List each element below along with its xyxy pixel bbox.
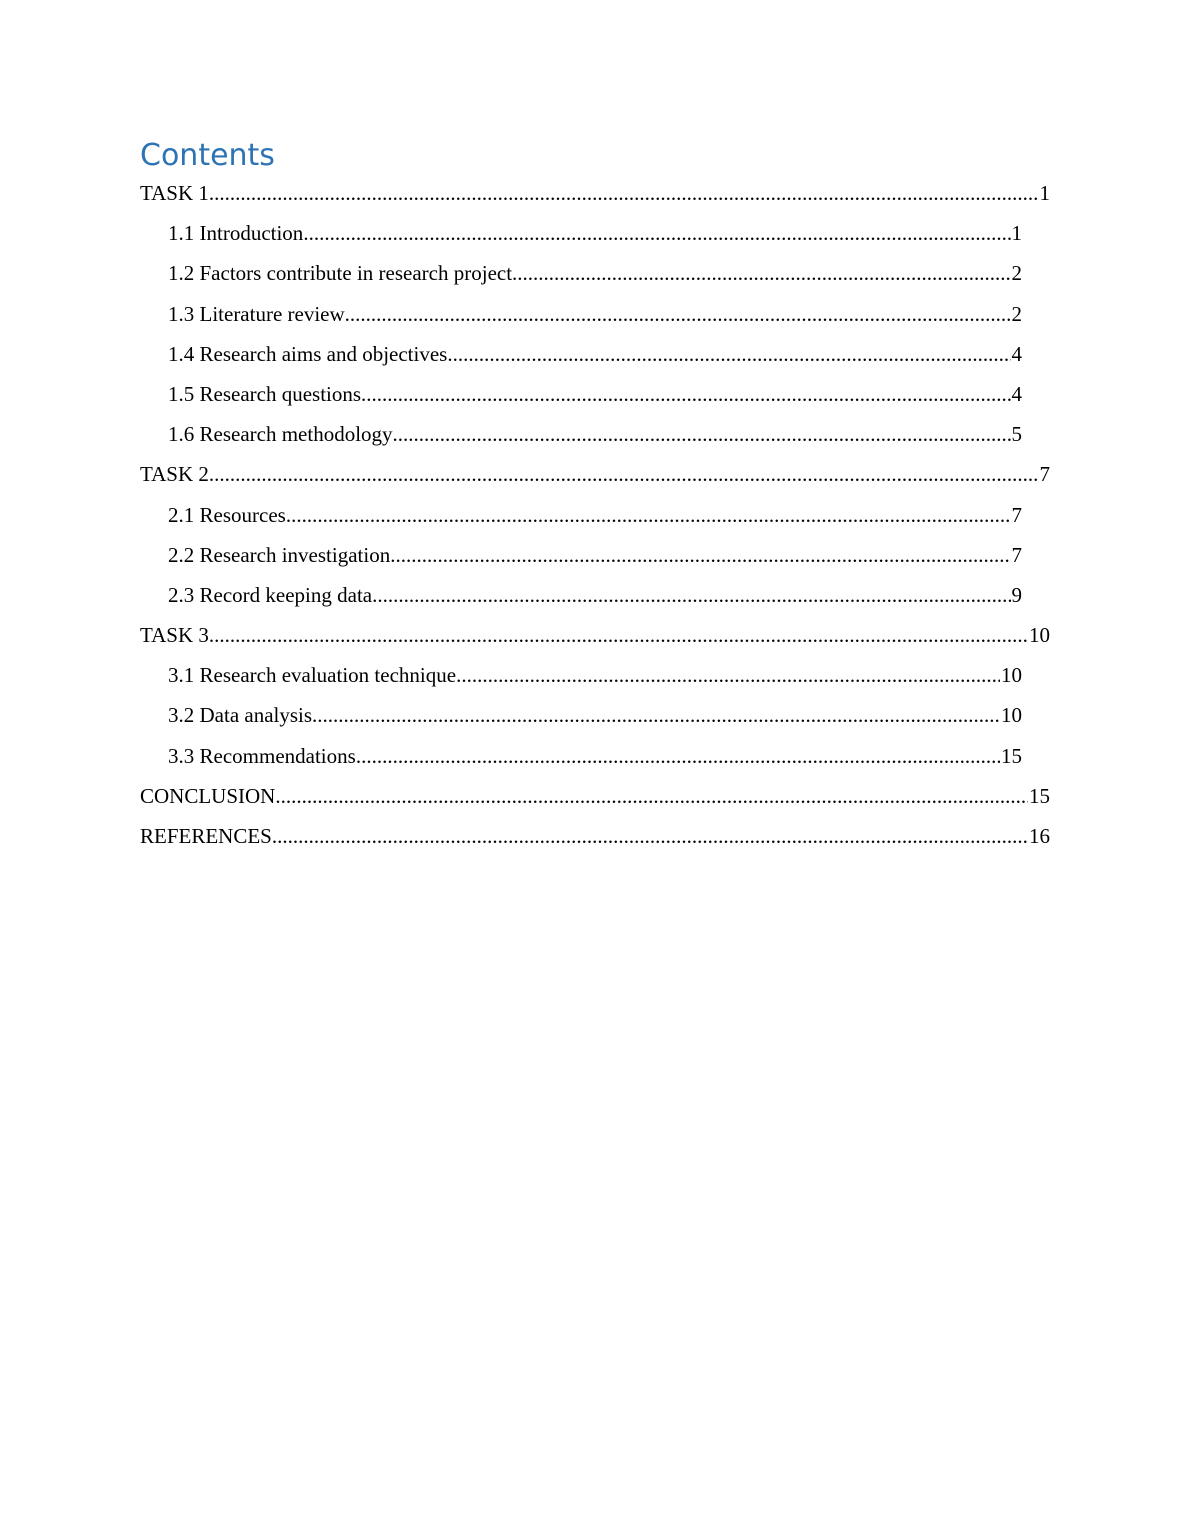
toc-entry-title: 3.2 Data analysis ..... <box>168 695 312 735</box>
toc-heading: Contents <box>140 138 275 173</box>
toc-entry-title: 3.3 Recommendations ..... <box>168 736 356 776</box>
toc-entry-page-number: 10 <box>1000 695 1022 735</box>
toc-entry-recommendations[interactable] <box>168 736 1022 776</box>
toc-entry-title: TASK 1 ..... <box>140 173 209 213</box>
toc-entry-references[interactable] <box>140 816 1050 856</box>
toc-entry-page-number: 4 <box>1011 374 1023 414</box>
toc-entry-conclusion[interactable] <box>140 776 1050 816</box>
toc-entry-page-number: 7 <box>1011 535 1023 575</box>
toc-entry-title: 1.3 Literature review ..... <box>168 294 345 334</box>
toc-entry-page-number: 1 <box>1039 173 1051 213</box>
toc-entry-title: REFERENCES ..... <box>140 816 272 856</box>
toc-entry-record-keeping[interactable] <box>168 575 1022 615</box>
toc-entry-title: 3.1 Research evaluation technique ..... <box>168 655 456 695</box>
toc-entry-title: 2.1 Resources ..... <box>168 495 286 535</box>
toc-entry-data-analysis[interactable] <box>168 695 1022 735</box>
toc-entry-page-number: 16 <box>1028 816 1050 856</box>
toc-entry-page-number: 9 <box>1011 575 1023 615</box>
toc-entry-research-methodology[interactable] <box>168 414 1022 454</box>
toc-entry-introduction[interactable] <box>168 213 1022 253</box>
toc-entry-page-number: 4 <box>1011 334 1023 374</box>
toc-entry-title: TASK 3 ..... <box>140 615 209 655</box>
toc-entry-title: 1.1 Introduction ..... <box>168 213 303 253</box>
toc-entry-research-investigation[interactable] <box>168 535 1022 575</box>
toc-entry-resources[interactable] <box>168 495 1022 535</box>
toc-entry-title: 1.6 Research methodology ..... <box>168 414 393 454</box>
toc-entry-title: 1.2 Factors contribute in research project ..... <box>168 253 512 293</box>
toc-entry-page-number: 15 <box>1000 736 1022 776</box>
toc-entry-page-number: 5 <box>1011 414 1023 454</box>
toc-entry-page-number: 2 <box>1011 294 1023 334</box>
toc-entry-task-1[interactable] <box>140 173 1050 213</box>
toc-entry-page-number: 10 <box>1028 615 1050 655</box>
toc-entry-page-number: 7 <box>1039 454 1051 494</box>
toc-entry-page-number: 1 <box>1011 213 1023 253</box>
toc-entry-title: CONCLUSION ..... <box>140 776 275 816</box>
toc-entry-literature-review[interactable] <box>168 294 1022 334</box>
toc-entry-title: 2.3 Record keeping data ..... <box>168 575 372 615</box>
toc-entry-factors[interactable] <box>168 253 1022 293</box>
toc-entry-title: 1.4 Research aims and objectives ..... <box>168 334 447 374</box>
toc-entry-task-3[interactable] <box>140 615 1050 655</box>
toc-entry-task-2[interactable] <box>140 454 1050 494</box>
toc-entry-evaluation-technique[interactable] <box>168 655 1022 695</box>
toc-entry-title: 2.2 Research investigation ..... <box>168 535 390 575</box>
toc-entry-title: 1.5 Research questions ..... <box>168 374 361 414</box>
toc-entry-page-number: 15 <box>1028 776 1050 816</box>
toc-entry-page-number: 10 <box>1000 655 1022 695</box>
toc-entry-research-questions[interactable] <box>168 374 1022 414</box>
table-of-contents <box>140 173 1050 856</box>
toc-entry-page-number: 7 <box>1011 495 1023 535</box>
toc-entry-title: TASK 2 ..... <box>140 454 209 494</box>
toc-entry-page-number: 2 <box>1011 253 1023 293</box>
toc-entry-aims-objectives[interactable] <box>168 334 1022 374</box>
